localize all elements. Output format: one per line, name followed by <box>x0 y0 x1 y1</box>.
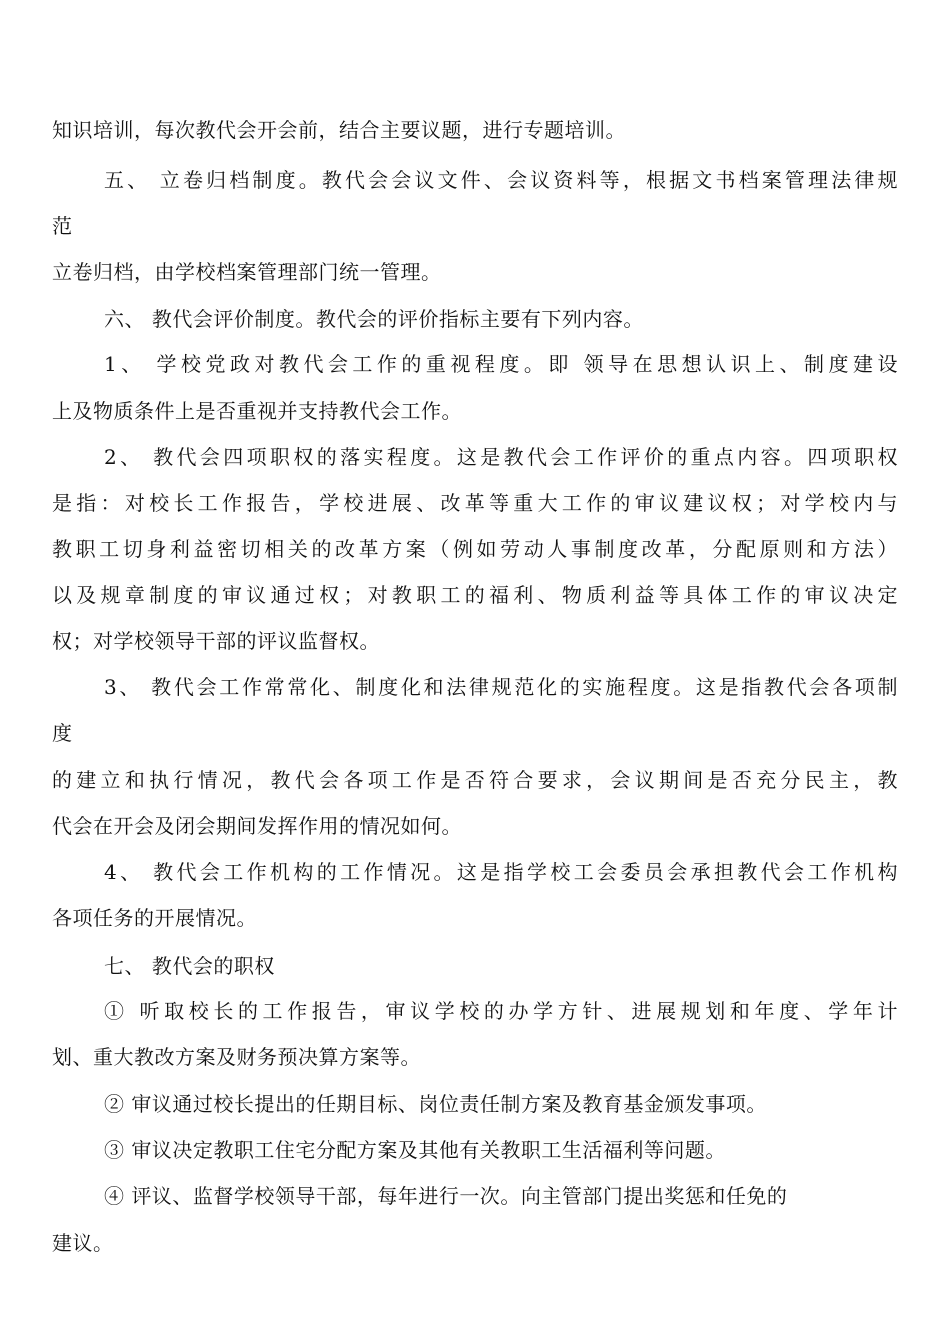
power-item-4-line-1: ④ 评议、监督学校领导干部，每年进行一次。向主管部门提出奖惩和任免的 <box>104 1184 788 1208</box>
list-item-3-line-1: 3、 教代会工作常常化、制度化和法律规范化的实施程度。这是指教代会各项制 <box>104 675 898 699</box>
list-item-2-line-5: 权；对学校领导干部的评议监督权。 <box>52 629 380 653</box>
section-heading-7: 七、 教代会的职权 <box>104 954 275 978</box>
list-item-2-line-1: 2、 教代会四项职权的落实程度。这是教代会工作评价的重点内容。四项职权 <box>104 445 898 469</box>
list-item-3-line-2: 度 <box>52 721 73 745</box>
list-item-4-line-1: 4、 教代会工作机构的工作情况。这是指学校工会委员会承担教代会工作机构 <box>104 860 898 884</box>
text-line-3: 范 <box>52 214 73 238</box>
list-item-3-line-3: 的建立和执行情况，教代会各项工作是否符合要求，会议期间是否充分民主，教 <box>52 768 898 792</box>
list-item-2-line-4: 以及规章制度的审议通过权；对教职工的福利、物质利益等具体工作的审议决定 <box>52 583 898 607</box>
section-heading-6: 六、 教代会评价制度。教代会的评价指标主要有下列内容。 <box>104 307 644 331</box>
list-item-2-line-3: 教职工切身利益密切相关的改革方案（例如劳动人事制度改革，分配原则和方法） <box>52 537 898 561</box>
power-item-1-line-1: ① 听取校长的工作报告，审议学校的办学方针、进展规划和年度、学年计 <box>104 999 898 1023</box>
power-item-3: ③ 审议决定教职工住宅分配方案及其他有关教职工生活福利等问题。 <box>104 1138 726 1162</box>
power-item-2: ② 审议通过校长提出的任期目标、岗位责任制方案及教育基金颁发事项。 <box>104 1092 767 1116</box>
text-line-1: 知识培训，每次教代会开会前，结合主要议题，进行专题培训。 <box>52 118 626 142</box>
list-item-1-line-2: 上及物质条件上是否重视并支持教代会工作。 <box>52 399 462 423</box>
list-item-2-line-2: 是指：对校长工作报告，学校进展、改革等重大工作的审议建议权；对学校内与 <box>52 491 898 515</box>
list-item-3-line-4: 代会在开会及闭会期间发挥作用的情况如何。 <box>52 814 462 838</box>
power-item-4-line-2: 建议。 <box>52 1231 114 1255</box>
text-line-4: 立卷归档，由学校档案管理部门统一管理。 <box>52 260 442 284</box>
section-heading-5: 五、 立卷归档制度。教代会会议文件、会议资料等，根据文书档案管理法律规 <box>104 168 898 192</box>
power-item-1-line-2: 划、重大教改方案及财务预决算方案等。 <box>52 1045 421 1069</box>
list-item-4-line-2: 各项任务的开展情况。 <box>52 906 257 930</box>
list-item-1-line-1: 1、 学校党政对教代会工作的重视程度。即 领导在思想认识上、制度建设 <box>104 352 898 376</box>
